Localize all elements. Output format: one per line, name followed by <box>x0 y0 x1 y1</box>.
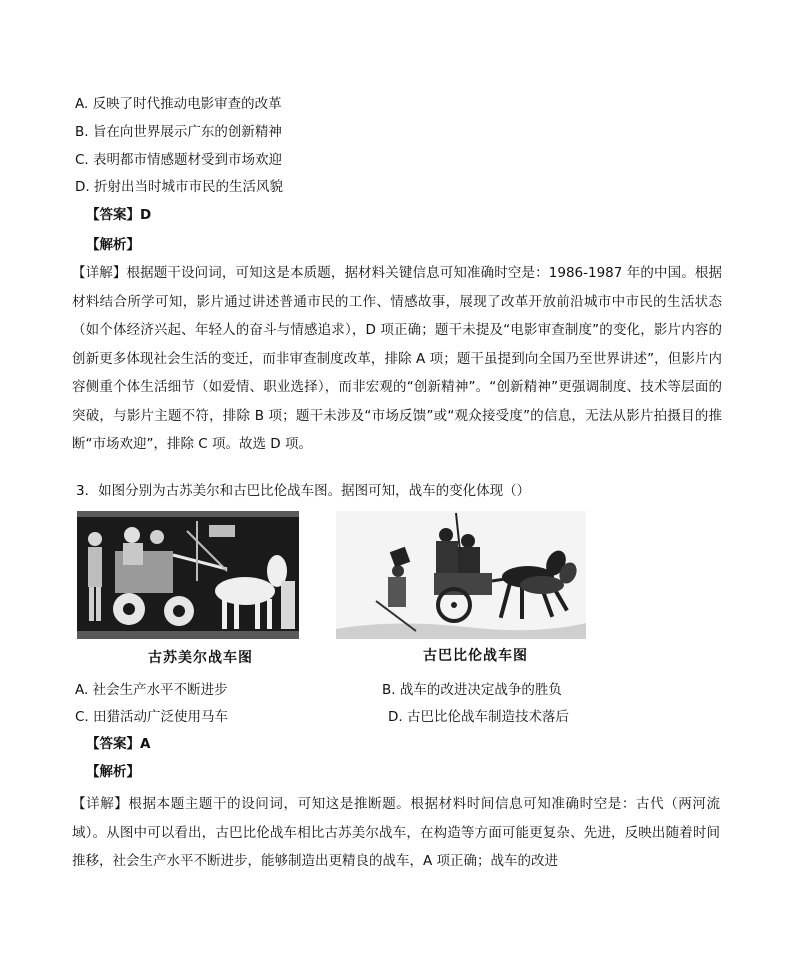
q2-detail: 【详解】根据题干设问词，可知这是本质题，据材料关键信息可知准确时空是：1986-1987 年的中国。根据材料结合所学可知，影片通过讲述普通市民的工作、情感故事，展现了改革开放前沿城市中市民的生活状态（如个体经济兴起、年轻人的奋斗与情感追求），D 项正确；题干未提及“电影审查制度”的变化，影片内容的创新更多体现社会生活的变迁，而非审查制度改革，排除 A 项；题干虽提到向全国乃至世界讲述”，但影片内容侧重个体生活细节（如爱情、职业选择），而非宏观的“创新精神”。“创新精神”更强调制度、技术等层面的突破，与影片主题不符，排除 B 项；题干未涉及“市场反馈”或“观众接受度”的信息，无法从影片拍摄目的推断“市场欢迎”，排除 C 项。故选 D 项。 <box>72 265 722 452</box>
q3-analysis-label: 【解析】 <box>86 764 140 780</box>
q3-option-d: D. 古巴比伦战车制造技术落后 <box>388 709 569 725</box>
q2-option-d: D. 折射出当时城市市民的生活风貌 <box>75 179 283 195</box>
q3-stem: 3．如图分别为古苏美尔和古巴比伦战车图。据图可知，战车的变化体现（） <box>76 483 531 499</box>
q2-option-b: B. 旨在向世界展示广东的创新精神 <box>75 124 282 140</box>
babylonian-caption: 古巴比伦战车图 <box>423 648 528 664</box>
q2-option-a: A. 反映了时代推动电影审查的改革 <box>75 96 282 112</box>
q3-option-a: A. 社会生产水平不断进步 <box>75 682 228 698</box>
q3-answer: 【答案】A <box>86 736 151 752</box>
q2-option-c: C. 表明都市情感题材受到市场欢迎 <box>75 152 283 168</box>
sumerian-chariot-image <box>77 511 299 639</box>
q3-detail: 【详解】根据本题主题干的设问词，可知这是推断题。根据材料时间信息可知准确时空是：古代（两河流域）。从图中可以看出，古巴比伦战车相比古苏美尔战车，在构造等方面可能更复杂、先进，反映出随着时间推移，社会生产水平不断进步，能够制造出更精良的战车，A 项正确；战车的改进 <box>72 796 720 869</box>
q2-analysis-label: 【解析】 <box>86 237 140 253</box>
q2-answer: 【答案】D <box>86 207 152 223</box>
q3-option-b: B. 战车的改进决定战争的胜负 <box>382 682 562 698</box>
sumerian-caption: 古苏美尔战车图 <box>148 650 253 666</box>
babylonian-chariot-image <box>336 511 586 639</box>
q3-option-c: C. 田猎活动广泛使用马车 <box>75 709 229 725</box>
